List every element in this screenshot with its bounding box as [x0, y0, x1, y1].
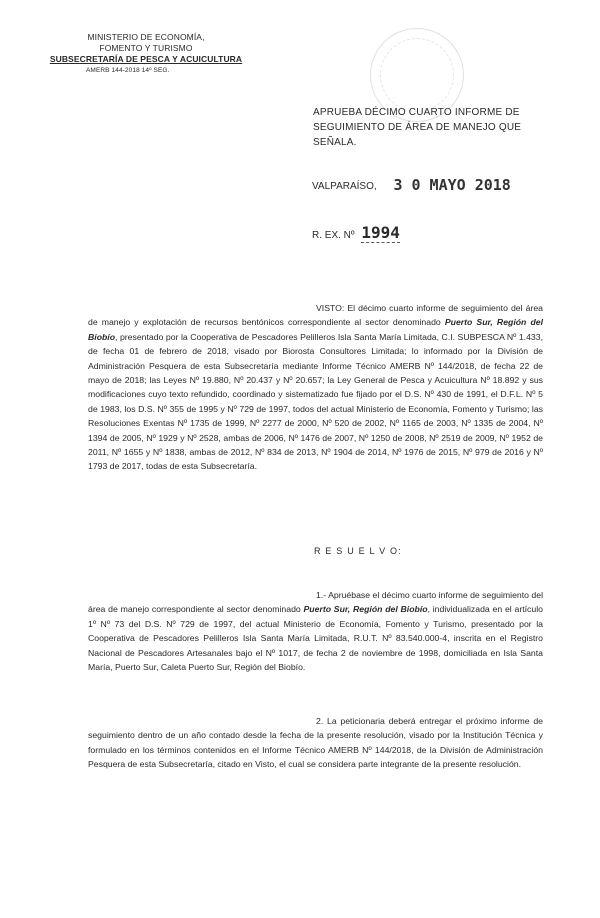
city: VALPARAÍSO, [312, 181, 377, 192]
resolution-number: 1994 [361, 223, 400, 242]
resolution-label: R. EX. Nº [312, 230, 355, 241]
resolution-number-line [312, 224, 400, 243]
resolution-article-2: 2. La peticionaria deberá entregar el próximo informe de seguimiento dentro de un año contado desde la fecha de la presente resolución, visado por la Institución Técnica y formulado en los términos contenidos en el Informe Técnico AMERB Nº 144/2018, de la División de Administración Pesquera de esta Subsecretaría, citado en Visto, el cual se considera parte integrante de la presente resolución. [88, 716, 543, 770]
ministry-header [46, 32, 246, 76]
header-ministry-2: FOMENTO Y TURISMO [99, 43, 193, 53]
article-1-text: , individualizada en el artículo 1º Nº 73 del D.S. Nº 729 de 1997, del actual Ministerio de Economía, Fomento y Turismo, presentado por la Cooperativa de Pescadores Pelilleros Isla Santa María Limitada, R.U.T. Nº 83.540.000-4, inscrita en el Registro Nacional de Pescadores Artesanales bajo el Nº 1017, de fecha 2 de noviembre de 1998, domiciliada en Isla Santa María, Puerto Sur, Caleta Puerto Sur, Región del Biobío. [88, 604, 543, 673]
resolution-article-1 [88, 588, 543, 674]
visto-paragraph [88, 301, 543, 474]
header-reference: AMERB 144-2018 14º SEG. [86, 67, 170, 74]
date-stamp: 3 0 MAYO 2018 [393, 176, 511, 194]
visto-sector: Puerto Sur, Región del Biobío [88, 317, 543, 342]
visto-text: , presentado por la Cooperativa de Pescadores Pelilleros Isla Santa María Limitada, C.I. SUBPESCA Nº 1.433, de fecha 01 de febrero de 2018, visado por Biorosta Consultores Limitada; lo informado por la División de Administración Pesquera de esta Subsecretaría mediante Informe Técnico AMERB Nº 144/2018, de fecha 22 de mayo de 2018; las Leyes Nº 19.880, Nº 20.437 y Nº 20.657; la Ley General de Pesca y Acuicultura Nº 18.892 y sus modificaciones cuyo texto refundido, coordinado y sistematizado fue fijado por el D.S. Nº 430 de 1991, el D.F.L. Nº 5 de 1983, los D.S. Nº 355 de 1995 y Nº 729 de 1997, todos del actual Ministerio de Economía, Fomento y Turismo; las Resoluciones Exentas Nº 1735 de 1999, Nº 2277 de 2000, Nº 520 de 2002, Nº 1165 de 2003, Nº 1335 de 2004, Nº 1394 de 2005, Nº 1929 y Nº 2528, ambas de 2006, Nº 1476 de 2007, Nº 1250 de 2008, Nº 2519 de 2009, Nº 1952 de 2011, Nº 1655 y Nº 1838, ambas de 2012, Nº 834 de 2013, Nº 1904 de 2014, Nº 1976 de 2015, Nº 979 de 2016 y Nº 1793 de 2017, todas de esta Subsecretaría. [88, 331, 543, 472]
visto-lead: VISTO: El décimo cuarto informe de seguimiento del área de manejo y explotación de recursos bentónicos correspondiente al sector denominado [88, 303, 543, 328]
dateline [312, 176, 511, 194]
resolution-subject: APRUEBA DÉCIMO CUARTO INFORME DE SEGUIMIENTO DE ÁREA DE MANEJO QUE SEÑALA. [313, 107, 522, 148]
header-ministry: MINISTERIO DE ECONOMÍA, [87, 32, 205, 42]
resuelvo-heading: R E S U E L V O: [314, 546, 402, 556]
header-subsecretariat: SUBSECRETARÍA DE PESCA Y ACUICULTURA [49, 54, 243, 64]
article-1-lead: 1.- Apruébase el décimo cuarto informe de seguimiento del área de manejo correspondiente al sector denominado [88, 590, 543, 615]
article-1-sector: Puerto Sur, Región del Biobío [303, 604, 428, 615]
